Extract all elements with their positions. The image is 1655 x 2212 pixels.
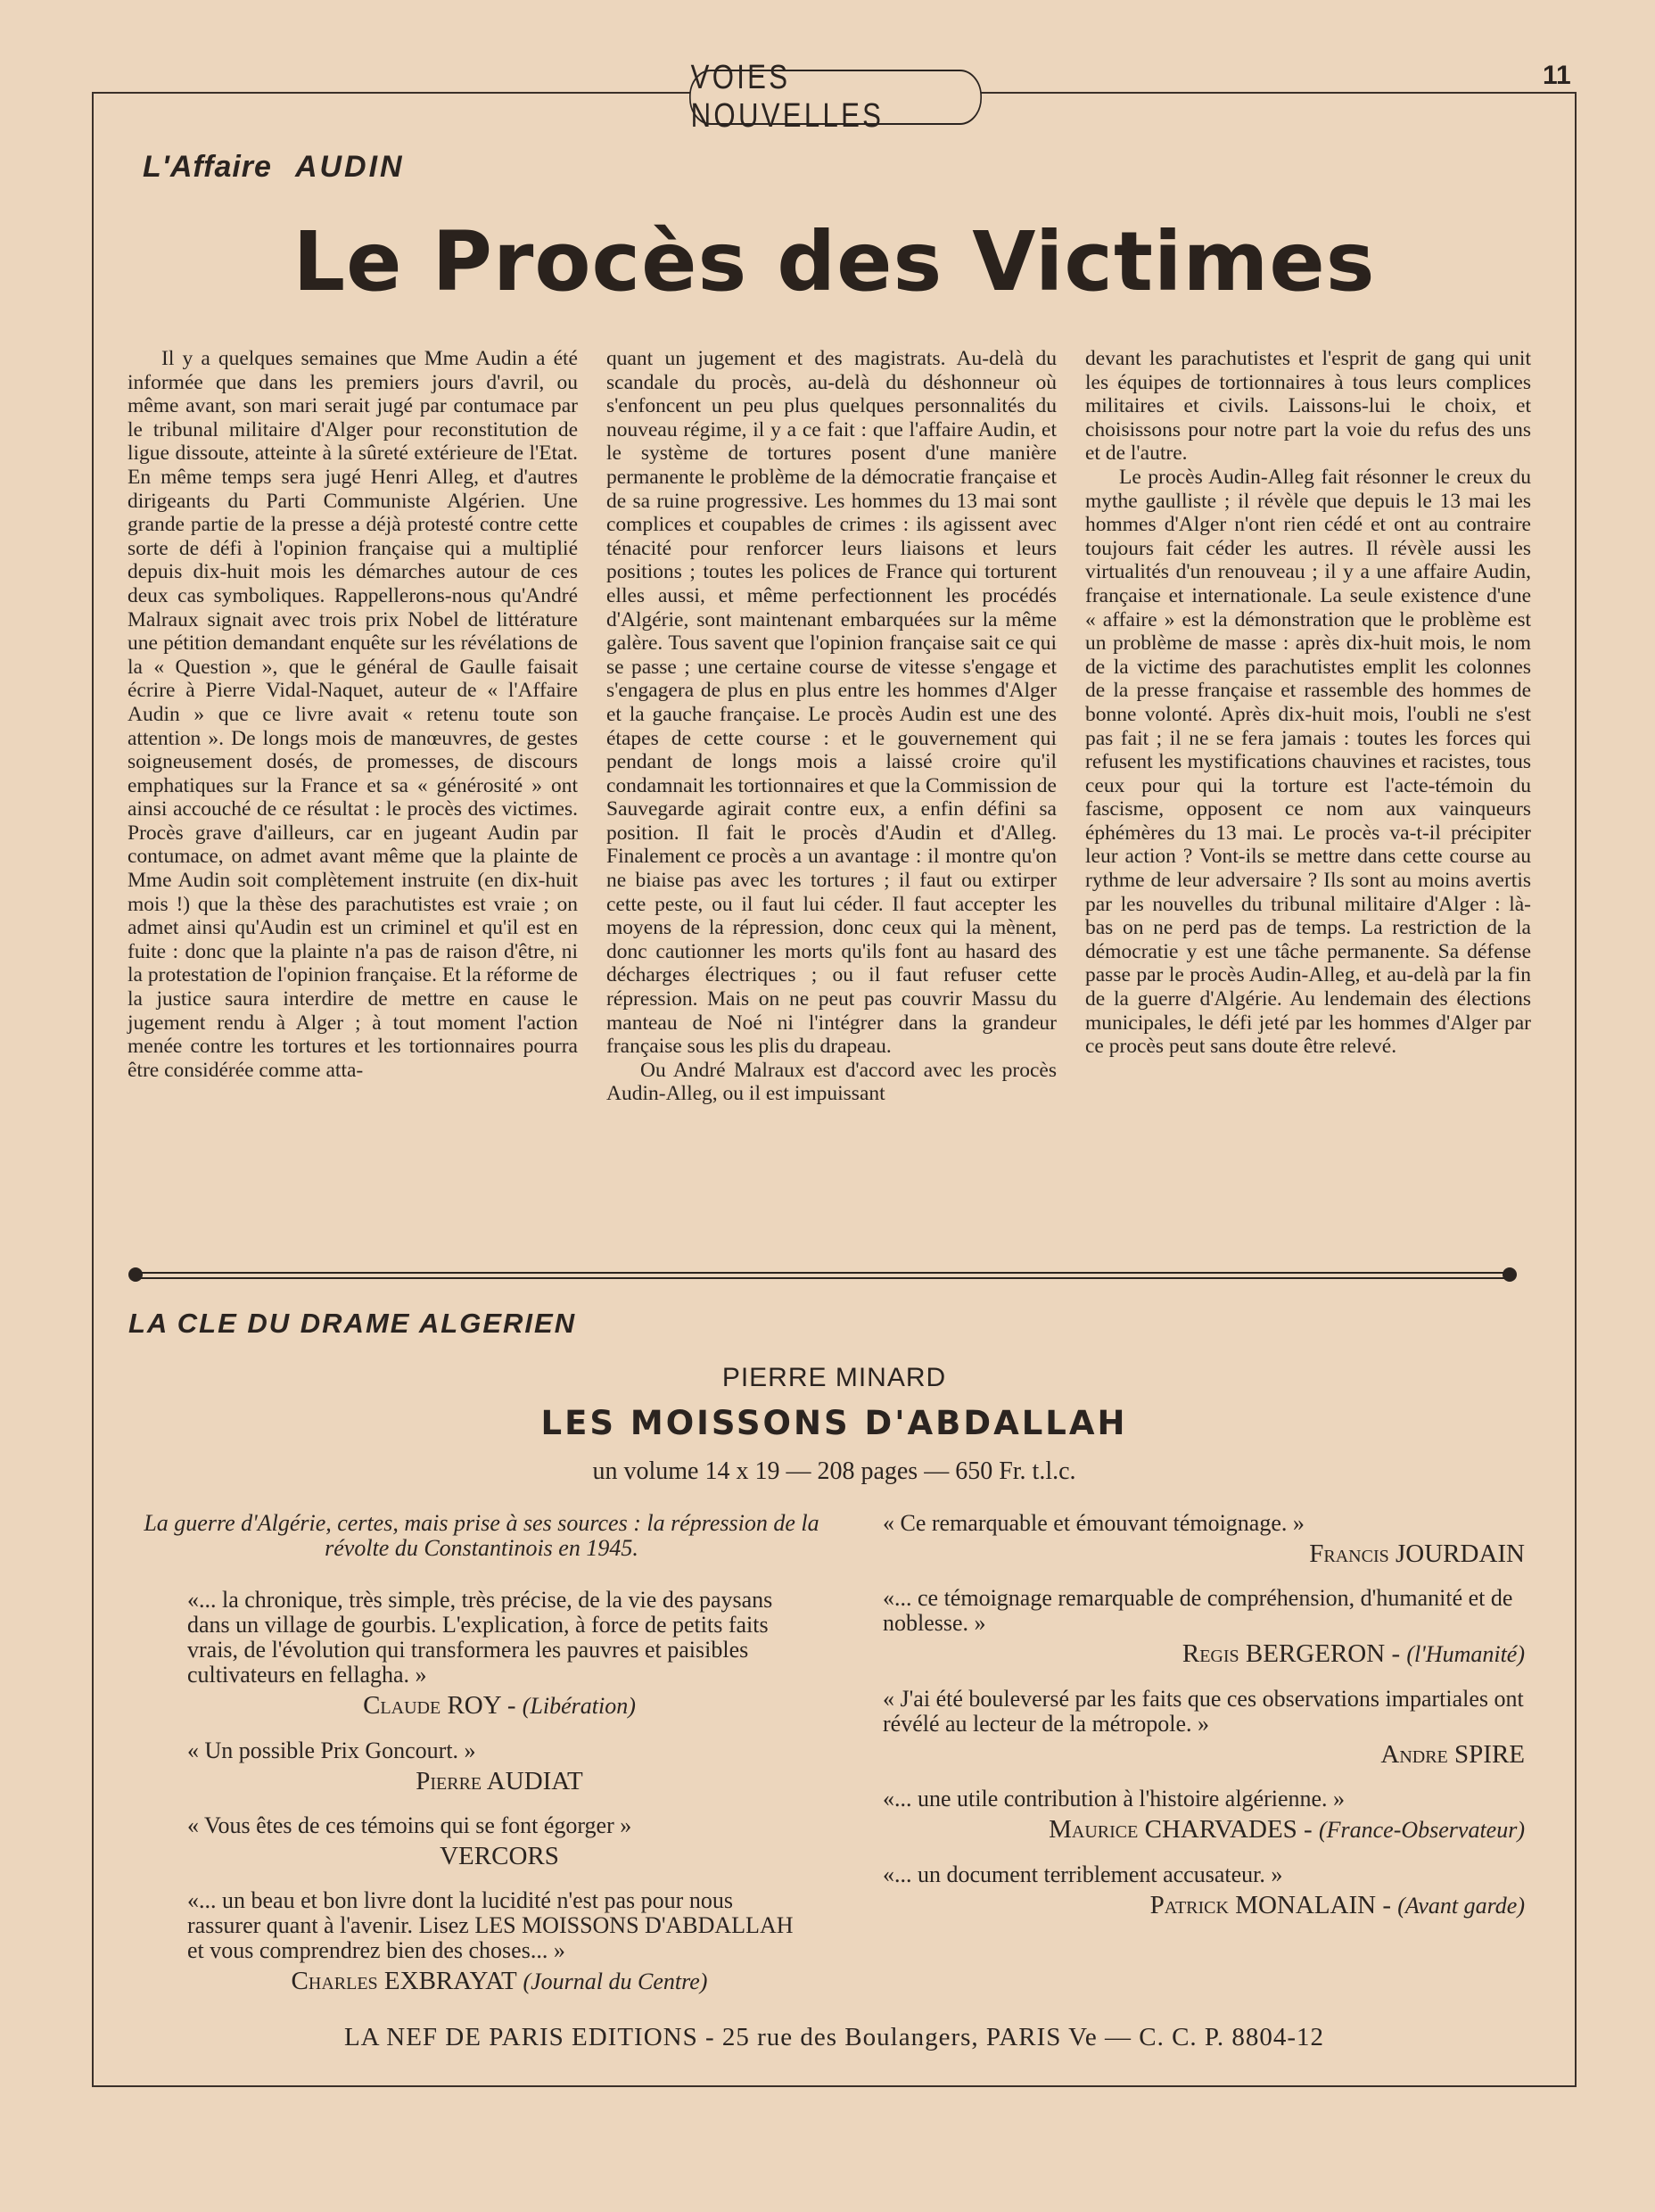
reviewer-name: Andre SPIRE [1380,1740,1525,1769]
book-author: PIERRE MINARD [721,1363,947,1392]
reviewer-name: Maurice CHARVADES [1049,1815,1297,1844]
review-quote: « Vous êtes de ces témoins qui se font égorger » [187,1812,632,1838]
reviewer-name: VERCORS [440,1842,559,1870]
review-source: (France-Observateur) [1318,1817,1525,1843]
review-attribution: Patrick MONALAIN - (Avant garde) [1149,1891,1525,1919]
column-2-paragraph-1: quant un jugement et des magistrats. Au-delà du scandale du procès, au-delà du déshonneur où s'enfoncent un peu plus quelques personnalités du nouveau régime, il y a ce fait : que l'affaire Audin, et le système de tortures posent d'une manière permanente le problème de la démocratie française et de sa ruine progressive. Les hommes du 13 mai sont complices et coupables de crimes : ils agissent avec ténacité pour renforcer leurs liaisons et leurs positions ; toutes les polices de France qui torturent elles aussi, et même perfectionnent les procédés d'Algérie, sont maintenant embarquées sur la même galère. Tous savent que l'opinion française sait ce qui se passe ; une certaine course de vitesse s'engage et s'engagera de plus en plus entre les hommes d'Alger et la gauche française. Le procès Audin est une des étapes de cette course : et le gouvernement qui pendant de longs mois a laissé croire qu'il condamnait les tortionnaires et que la Commission de Sauvegarde agirait contre eux, a enfin défini sa position. Il fait le procès d'Audin et d'Alleg. Finalement ce procès a un avantage : il montre qu'on ne biaise pas avec les tortures ; il faut ou extirper cette peste, ou il faut lui céder. Il faut accepter les moyens de la répression, donc ceux qui la mènent, donc cautionner les morts qu'ils font au hasard des décharges électriques ; ou il faut refuser cette répression. Mais on ne peut pas couvrir Massu du manteau de Noé ni l'intégrer dans la grandeur française sous les plis du drapeau. [606,347,1057,1059]
article-column-2 [606,347,1057,1106]
review-quote: «... un beau et bon livre dont la lucidité n'est pas pour nous rassurer quant à l'avenir. Lisez LES MOISSONS D'ABDALLAH et vous comprendrez bien des choses... » [187,1887,794,1963]
review-attribution: Regis BERGERON - (l'Humanité) [1182,1639,1525,1668]
reviewer-name: Patrick MONALAIN [1149,1891,1377,1919]
book-specs: un volume 14 x 19 — 208 pages — 650 Fr. t.l.c. [592,1457,1076,1485]
review-attribution [187,1969,811,1994]
article-headline: Le Procès des Victimes [292,214,1376,310]
divider-right-dot [1503,1267,1517,1282]
review-quote: «... ce témoignage remarquable de compréhension, d'humanité et de noblesse. » [883,1585,1513,1636]
review-attribution [187,1769,811,1794]
review-source: (Avant garde) [1397,1893,1525,1919]
book-intro: La guerre d'Algérie, certes, mais prise à ses sources : la répression de la révolte du Constantinois en 1945. [144,1510,819,1561]
review-quote: « Un possible Prix Goncourt. » [187,1737,476,1763]
publisher-footer: LA NEF DE PARIS EDITIONS - 25 rue des Boulangers, PARIS Ve — C. C. P. 8804-12 [343,2023,1325,2051]
review-quote: « Ce remarquable et émouvant témoignage. » [883,1510,1305,1536]
rubric-subject: AUDIN [294,150,405,184]
reviewer-name: Charles EXBRAYAT [291,1967,517,1995]
review-quote: «... la chronique, très simple, très précise, de la vie des paysans dans un village de gourbis. L'explication, à force de petits faits vrais, de l'évolution qui transformera les pauvres et paisibles cultivateurs en fellagha. » [187,1587,773,1688]
article-rubric [143,150,405,185]
advert-right-column [883,1511,1525,1938]
review-attribution [883,1541,1525,1566]
reviewer-name: Claude ROY [363,1691,501,1720]
masthead: VOIES NOUVELLES [689,70,982,125]
review-attribution [883,1742,1525,1767]
reviewer-name: Regis BERGERON [1182,1639,1386,1668]
reviewer-name: Pierre AUDIAT [416,1767,583,1795]
column-3-paragraph-2: Le procès Audin-Alleg fait résonner le creux du mythe gaulliste ; il révèle que depuis le 13 mai les hommes d'Alger n'ont rien cédé et ont au contraire toujours fait céder les autres. Il révèle aussi les virtualités d'un renouveau ; il y a une affaire Audin, française et internationale. La seule existence d'une « affaire » est la démonstration que le problème est un problème de masse : après dix-huit mois, le nom de la victime des parachutistes emplit les colonnes de la presse française et rassemble des hommes de bonne volonté. Après dix-huit mois, l'oubli ne s'est pas fait ; il ne se fera jamais : toutes les forces qui refusent les mystifications chauvines et racistes, tous ceux pour qui la torture est l'acte-témoin du fascisme, opposent ce nom aux vainqueurs éphémères du 13 mai. Le procès va-t-il précipiter leur action ? Vont-ils se mettre dans cette course au rythme de leur adversaire ? Ils sont au moins avertis par les nouvelles du tribunal militaire d'Alger : là-bas on ne perd pas de temps. La restriction de la démocratie y est une tâche permanente. Sa défense passe par le procès Audin-Alleg, et au-delà par la fin de la guerre d'Algérie. Au lendemain des élections municipales, le défi jeté par les hommes d'Alger par ce procès peut sans doute être relevé. [1085,465,1531,1059]
review-attribution: Maurice CHARVADES - (France-Observateur) [1049,1815,1525,1844]
column-1-paragraph: Il y a quelques semaines que Mme Audin a été informée que dans les premiers jours d'avril, ou même avant, son mari serait jugé par contumace par le tribunal militaire d'Alger pour reconstitution de ligue dissoute, atteinte à la sûreté extérieure de l'Etat. En même temps sera jugé Henri Alleg, et d'autres dirigeants du Parti Communiste Algérien. Une grande partie de la presse a déjà protesté contre cette sorte de défi à l'opinion française qui a multiplié depuis dix-huit mois les démarches autour de ces deux cas symboliques. Rappellerons-nous qu'André Malraux signait avec trois prix Nobel de littérature une pétition demandant enquête sur les révélations de la « Question », que le général de Gaulle faisait écrire à Pierre Vidal-Naquet, auteur de « l'Affaire Audin » que ce livre avait « retenu toute son attention ». De longs mois de manœuvres, de gestes soigneusement dosés, de promesses, de discours emphatiques sur la France et sa « générosité » ont ainsi accouché de ce résultat : le procès des victimes. Procès grave d'ailleurs, car en jugeant Audin par contumace, on admet avant même que la plainte de Mme Audin soit complètement instruite (en dix-huit mois !) que la thèse des parachutistes est vraie ; on admet ainsi qu'Audin est un criminel et qu'il est en fuite : donc que la plainte n'a pas de raison d'être, ni la protestation de l'opinion française. Et la réforme de la justice saura interdire de mettre en cause le jugement rendu à Alger ; à tout moment l'action menée contre les tortures et les tortionnaires pourra être considérée comme atta- [128,347,578,1082]
article-column-3 [1085,347,1531,1059]
book-title: LES MOISSONS D'ABDALLAH [540,1404,1128,1442]
section-divider [134,1272,1511,1279]
advert-rubric: LA CLE DU DRAME ALGERIEN [128,1308,577,1339]
article-column-1 [128,347,578,1082]
review-quote: «... un document terriblement accusateur. » [883,1861,1283,1887]
review-attribution [187,1844,811,1869]
review-source: (Journal du Centre) [523,1969,708,1994]
review-source: (l'Humanité) [1406,1641,1525,1667]
column-2-paragraph-2: Ou André Malraux est d'accord avec les procès Audin-Alleg, ou il est impuissant [606,1058,1057,1106]
rubric-prefix: L'Affaire [143,150,272,184]
page-number: 11 [1543,61,1571,90]
review-quote: «... une utile contribution à l'histoire algérienne. » [883,1786,1346,1812]
reviewer-name: Francis JOURDAIN [1309,1539,1525,1568]
review-source: (Libération) [522,1693,636,1719]
column-3-paragraph-1: devant les parachutistes et l'esprit de gang qui unit les équipes de tortionnaires à tous leurs complices militaires et civils. Laissons-lui le choix, et choisissons pour notre part la voie du refus des uns et de l'autre. [1085,347,1531,466]
advert-left-column [134,1511,829,2014]
review-quote: « J'ai été bouleversé par les faits que ces observations impartiales ont révélé au lecteur de la métropole. » [883,1686,1524,1737]
review-attribution: Claude ROY - (Libération) [363,1691,636,1720]
